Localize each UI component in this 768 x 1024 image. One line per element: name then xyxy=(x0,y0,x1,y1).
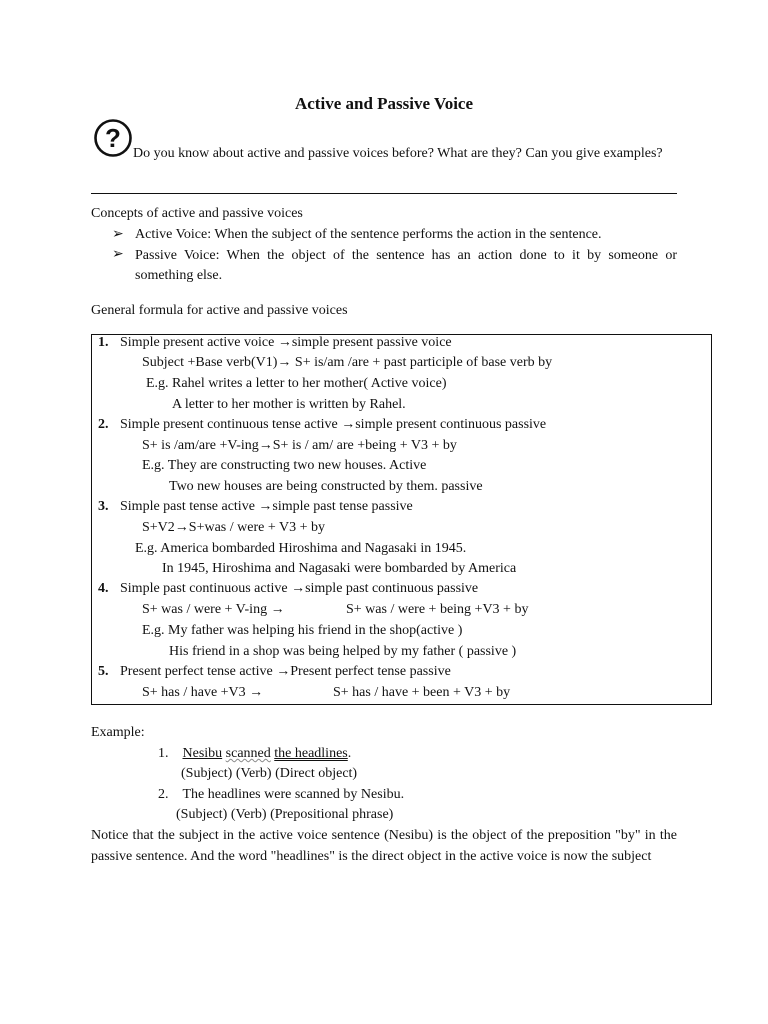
formula-2-title: 2. Simple present continuous tense active →simple present continuous passive xyxy=(98,417,547,432)
concepts-heading: Concepts of active and passive voices xyxy=(91,206,303,221)
formula-number: 1. xyxy=(98,335,109,350)
formula-number: 4. xyxy=(98,581,109,596)
formula-3-example-passive: In 1945, Hiroshima and Nagasaki were bombarded by America xyxy=(162,561,517,576)
formula-number: 3. xyxy=(98,499,109,514)
formula-4-structure-active: S+ was / were + V-ing → xyxy=(142,602,285,617)
bullet-arrow-icon: ➢ xyxy=(112,227,124,242)
separator-line xyxy=(91,193,677,194)
formula-2-structure: S+ is /am/are +V-ing→S+ is / am/ are +being + V3 + by xyxy=(142,438,457,453)
list-number: 1. xyxy=(158,746,169,761)
formula-4-example-passive: His friend in a shop was being helped by my father ( passive ) xyxy=(169,644,517,659)
example-1-roles: (Subject) (Verb) (Direct object) xyxy=(181,766,358,781)
formula-4-example-active: E.g. My father was helping his friend in the shop(active ) xyxy=(142,623,463,638)
object-double-underlined: the headlines xyxy=(274,746,348,761)
formula-heading: General formula for active and passive voices xyxy=(91,303,348,318)
formula-4-structure-passive: S+ was / were + being +V3 + by xyxy=(346,602,529,617)
formula-2-example-passive: Two new houses are being constructed by them. passive xyxy=(169,479,483,494)
concept-passive: Passive Voice: When the object of the sentence has an action done to it by someone or something else. xyxy=(135,248,677,283)
list-number: 2. xyxy=(158,787,169,802)
verb-wavy-underlined: scanned xyxy=(225,746,271,761)
page-title: Active and Passive Voice xyxy=(294,94,474,113)
notice-paragraph: Notice that the subject in the active voice sentence (Nesibu) is the object of the preposition "by" in the passive sentence. And the word "headlines" is the direct object in the active voice is now the subject xyxy=(91,828,677,864)
example-2-roles: (Subject) (Verb) (Prepositional phrase) xyxy=(176,807,394,822)
formula-2-example-active: E.g. They are constructing two new houses. Active xyxy=(142,458,427,473)
formula-4-title: 4. Simple past continuous active →simple past continuous passive xyxy=(98,581,479,596)
formula-1-title: 1. Simple present active voice →simple present passive voice xyxy=(98,335,452,350)
formula-1-example-active: E.g. Rahel writes a letter to her mother( Active voice) xyxy=(146,376,447,391)
concept-active: Active Voice: When the subject of the sentence performs the action in the sentence. xyxy=(135,227,602,242)
formula-1-example-passive: A letter to her mother is written by Rahel. xyxy=(172,397,406,412)
bullet-arrow-icon: ➢ xyxy=(112,247,124,262)
formula-number: 5. xyxy=(98,664,109,679)
svg-text:?: ? xyxy=(105,123,121,153)
formula-number: 2. xyxy=(98,417,109,432)
intro-text: Do you know about active and passive voices before? What are they? Can you give examples? xyxy=(133,146,663,161)
example-sentence-1: 1. Nesibu scanned the headlines. xyxy=(158,746,352,761)
intro-question xyxy=(91,143,677,164)
formula-5-structure-active: S+ has / have +V3 → xyxy=(142,685,264,700)
formula-3-title: 3. Simple past tense active →simple past tense passive xyxy=(98,499,413,514)
formula-5-title: 5. Present perfect tense active →Present perfect tense passive xyxy=(98,664,451,679)
formula-3-example-active: E.g. America bombarded Hiroshima and Nagasaki in 1945. xyxy=(135,541,467,556)
example-label: Example: xyxy=(91,725,145,740)
example-sentence-2: 2. The headlines were scanned by Nesibu. xyxy=(158,787,405,802)
formula-3-structure: S+V2→S+was / were + V3 + by xyxy=(142,520,325,535)
formula-5-structure-passive: S+ has / have + been + V3 + by xyxy=(333,685,511,700)
subject-underlined: Nesibu xyxy=(182,746,223,761)
formula-1-structure: Subject +Base verb(V1)→ S+ is/am /are + past participle of base verb by xyxy=(142,355,553,370)
